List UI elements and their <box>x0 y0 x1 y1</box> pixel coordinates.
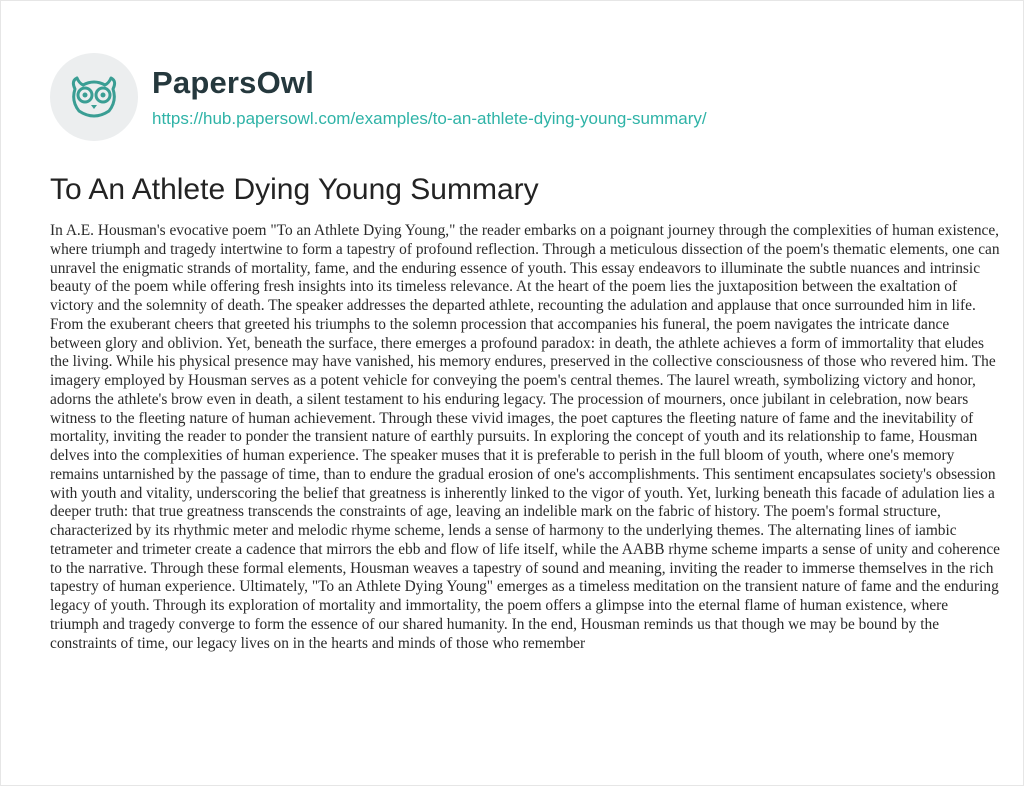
document-title: To An Athlete Dying Young Summary <box>50 173 539 206</box>
brand-name: PapersOwl <box>152 65 315 100</box>
document-body: In A.E. Housman's evocative poem "To an Athlete Dying Young," the reader embarks on a poignant journey through the complexities of human existence, where triumph and tragedy intertwine to form a tapestry of profound reflection. Through a meticulous dissection of the poem's thematic elements, one can unravel the enigmatic strands of mortality, fame, and the enduring essence of youth. This essay endeavors to illuminate the subtle nuances and intrinsic beauty of the poem while offering fresh insights into its timeless relevance. At the heart of the poem lies the juxtaposition between the exaltation of victory and the solemnity of death. The speaker addresses the departed athlete, recounting the adulation and applause that once surrounded him in life. From the exuberant cheers that greeted his triumphs to the solemn procession that accompanies his funeral, the poem navigates the intricate dance between glory and oblivion. Yet, beneath the surface, there emerges a profound paradox: in death, the athlete achieves a form of immortality that eludes the living. While his physical presence may have vanished, his memory endures, preserved in the collective consciousness of those who revered him. The imagery employed by Housman serves as a potent vehicle for conveying the poem's central themes. The laurel wreath, symbolizing victory and honor, adorns the athlete's brow even in death, a silent testament to his enduring legacy. The procession of mourners, once jubilant in celebration, now bears witness to the fleeting nature of human achievement. Through these vivid images, the poet captures the fleeting nature of fame and the inevitability of mortality, inviting the reader to ponder the transient nature of earthly pursuits. In exploring the concept of youth and its relationship to fame, Housman delves into the complexities of human experience. The speaker muses that it is preferable to perish in the full bloom of youth, where one's memory remains untarnished by the passage of time, than to endure the gradual erosion of one's accomplishments. This sentiment encapsulates society's obsession with youth and vitality, underscoring the belief that greatness is inherently linked to the vigor of youth. Yet, lurking beneath this facade of adulation lies a deeper truth: that true greatness transcends the constraints of age, leaving an indelible mark on the fabric of history. The poem's formal structure, characterized by its rhythmic meter and melodic rhyme scheme, lends a sense of harmony to the underlying themes. The alternating lines of iambic tetrameter and trimeter create a cadence that mirrors the ebb and flow of life itself, while the AABB rhyme scheme imparts a sense of unity and coherence to the narrative. Through these formal elements, Housman weaves a tapestry of sound and meaning, inviting the reader to immerse themselves in the rich tapestry of human experience. Ultimately, "To an Athlete Dying Young" emerges as a timeless meditation on the transient nature of fame and the enduring legacy of youth. Through its exploration of mortality and immortality, the poem offers a glimpse into the eternal flame of human existence, where triumph and tragedy converge to form the essence of our shared humanity. In the end, Housman reminds us that though we may be bound by the constraints of time, our legacy lives on in the hearts and minds of those who remember <box>50 222 1000 652</box>
owl-icon <box>67 75 121 119</box>
brand-block <box>152 65 707 129</box>
logo <box>50 53 138 141</box>
source-url-link[interactable]: https://hub.papersowl.com/examples/to-an-athlete-dying-young-summary/ <box>152 109 707 128</box>
header <box>50 53 707 141</box>
